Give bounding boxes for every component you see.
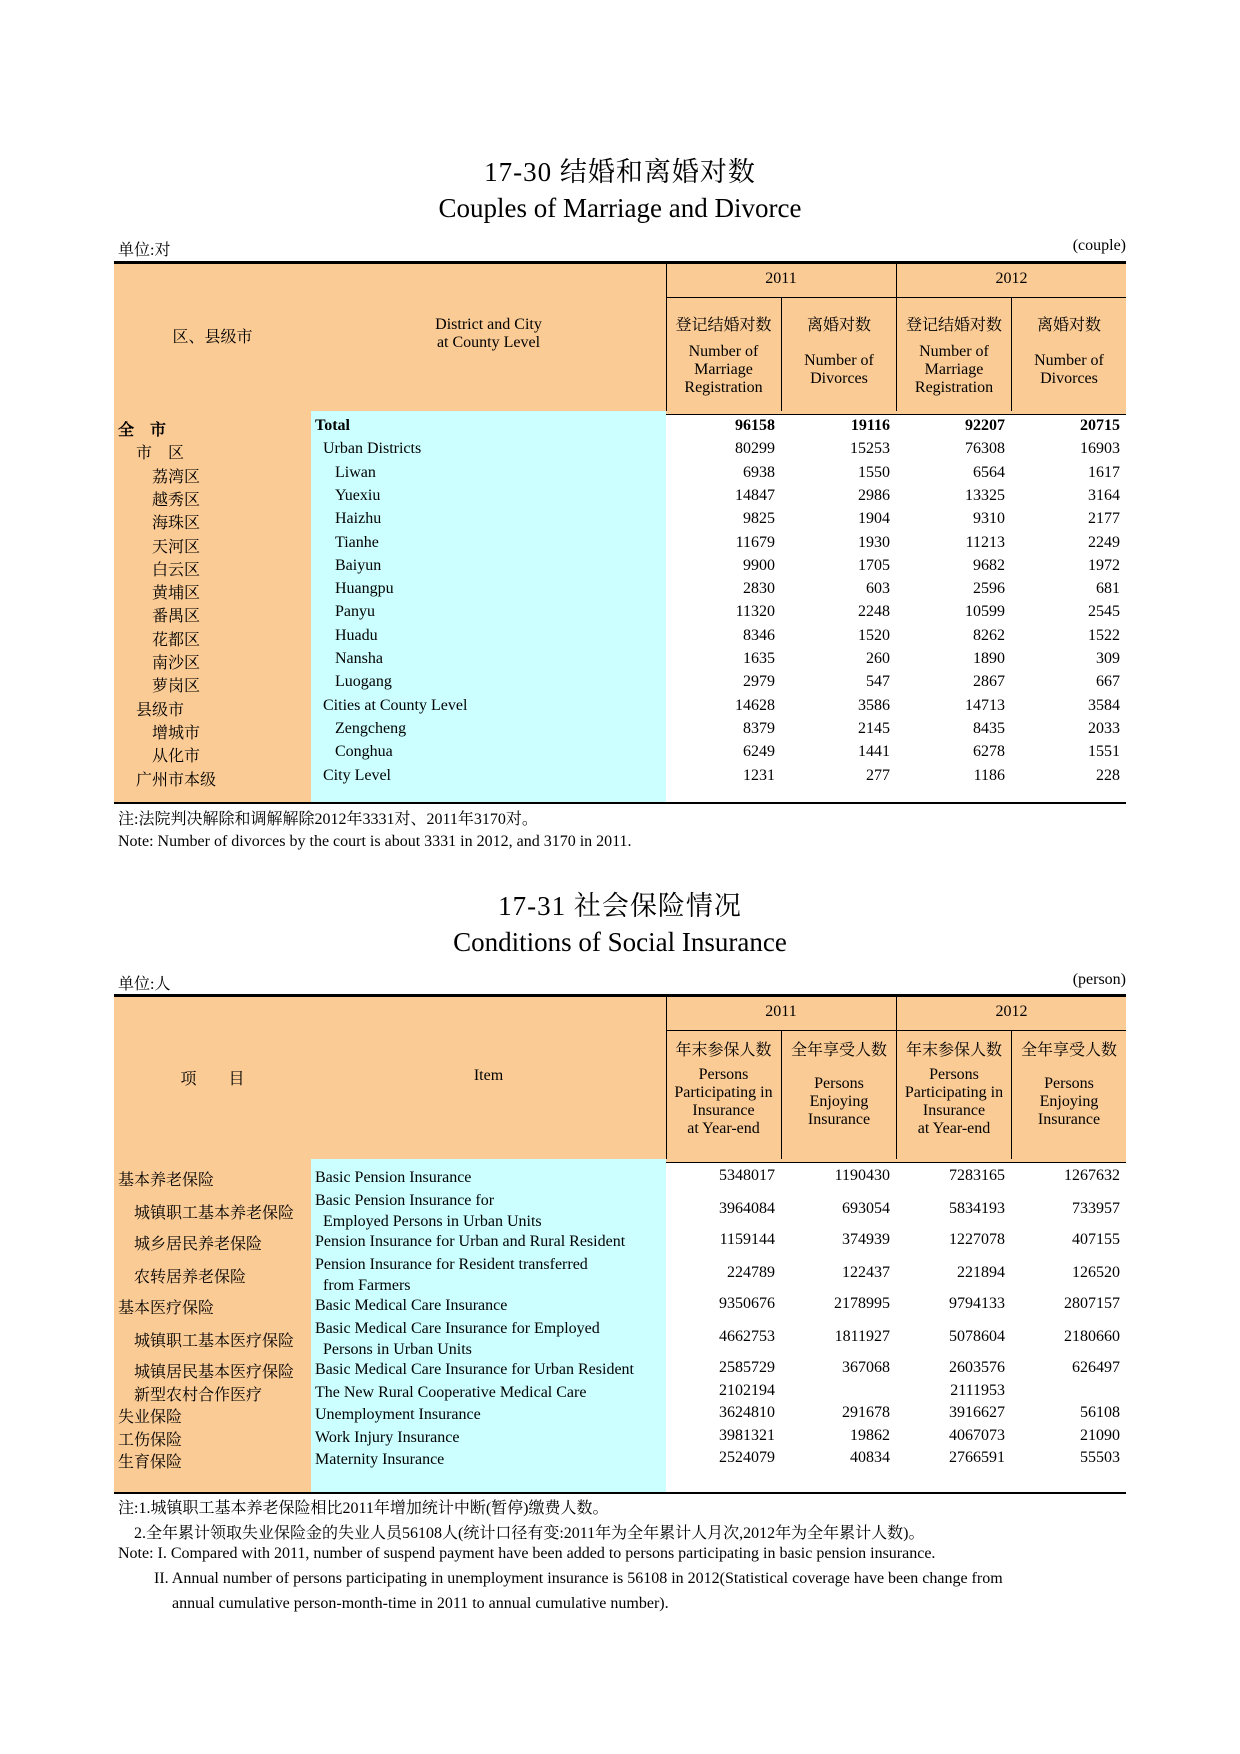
- table-cell-value: 3624810: [719, 1404, 775, 1421]
- table-cell-value: 407155: [1072, 1231, 1120, 1248]
- table1-title-en: Couples of Marriage and Divorce: [438, 193, 802, 223]
- table2-year-2012: 2012: [995, 1003, 1028, 1020]
- table-row: [114, 417, 1126, 439]
- table-row: [114, 440, 1126, 462]
- table-row: [114, 603, 1126, 625]
- row-name-cn: 县级市: [136, 701, 185, 719]
- table-cell-value: 2248: [858, 603, 890, 621]
- table-row: [114, 697, 1126, 719]
- table-cell-value: 733957: [1072, 1199, 1120, 1217]
- table-cell-value: 13325: [965, 486, 1005, 504]
- row-name-cn: 萝岗区: [152, 678, 201, 696]
- table-cell-value: 626497: [1072, 1359, 1120, 1376]
- row-name-cn: 黄埔区: [152, 585, 201, 603]
- table-row: [114, 1404, 1126, 1425]
- row-name-en: Work Injury Insurance: [315, 1428, 460, 1446]
- row-name-en: Zengcheng: [335, 719, 407, 737]
- row-name-en: Baiyun: [335, 556, 382, 574]
- table-cell-value: 2178995: [834, 1295, 890, 1312]
- table-cell-value: 11320: [735, 603, 775, 621]
- row-name-en: Huangpu: [335, 580, 394, 598]
- table-cell-value: 20715: [1080, 417, 1120, 434]
- table-cell-value: 11213: [965, 533, 1005, 551]
- table-cell-value: 1186: [973, 766, 1005, 784]
- table-cell-value: 2830: [743, 580, 775, 598]
- table2-enjoying-2011: 全年享受人数 Persons Enjoying Insurance: [790, 1042, 887, 1128]
- table1-unit-cn: 单位:对: [118, 242, 171, 259]
- table-cell-value: 667: [1096, 673, 1120, 691]
- row-name-cn: 越秀区: [152, 491, 201, 509]
- table-cell-value: 2177: [1088, 510, 1120, 528]
- table-cell-value: 1930: [858, 533, 890, 551]
- table-cell-value: 2524079: [719, 1449, 775, 1466]
- row-name-cn: 番禺区: [152, 608, 201, 626]
- table1-note-en: Note: Number of divorces by the court is about 3331 in 2012, and 3170 in 2011.: [118, 833, 632, 850]
- table2-note-en-1: Note: I. Compared with 2011, number of suspend payment have been added to persons participating in basic pension insurance.: [118, 1545, 936, 1562]
- table-cell-value: 8435: [973, 719, 1005, 737]
- table-cell-value: 2596: [973, 580, 1005, 598]
- table-cell-value: 5348017: [719, 1167, 775, 1184]
- table-cell-value: 80299: [735, 440, 775, 458]
- row-name-cn: 城乡居民养老保险: [134, 1236, 263, 1253]
- row-name-cn: 从化市: [152, 748, 201, 766]
- table-cell-value: 2766591: [949, 1449, 1005, 1466]
- table-cell-value: 21090: [1080, 1426, 1120, 1444]
- table-cell-value: 1890: [973, 650, 1005, 667]
- row-name-cn: 城镇居民基本医疗保险: [134, 1364, 295, 1381]
- table-cell-value: 1441: [858, 743, 890, 761]
- table-cell-value: 4067073: [949, 1426, 1005, 1444]
- table1-marriage-2012: 登记结婚对数 Number of Marriage Registration: [905, 317, 1002, 396]
- table-cell-value: 1227078: [949, 1231, 1005, 1248]
- table2-note-en-3: annual cumulative person-month-time in 2011 to annual cumulative number).: [172, 1595, 669, 1612]
- table1-unit-en: (couple): [1072, 237, 1126, 254]
- row-name-en: Basic Medical Care Insurance for Employed Persons in Urban Units: [315, 1319, 600, 1358]
- table-cell-value: 1904: [858, 510, 890, 528]
- table-cell-value: 9900: [743, 556, 775, 574]
- table2-note-cn-2: 2.全年累计领取失业保险金的失业人员56108人(统计口径有变:2011年为全年累计人月次,2012年为全年累计人数)。: [134, 1525, 925, 1542]
- table-cell-value: 6938: [743, 463, 775, 481]
- table-cell-value: 9825: [743, 510, 775, 528]
- row-name-en: Huadu: [335, 626, 378, 644]
- row-name-en: Basic Medical Care Insurance: [315, 1297, 508, 1314]
- row-name-en: City Level: [323, 766, 391, 784]
- row-name-en: Haizhu: [335, 510, 382, 528]
- table-cell-value: 15253: [850, 440, 890, 458]
- table-cell-value: 693054: [842, 1199, 890, 1217]
- row-name-en: Liwan: [335, 463, 376, 481]
- table-cell-value: 55503: [1080, 1449, 1120, 1466]
- row-name-cn: 白云区: [152, 561, 201, 579]
- table-cell-value: 8379: [743, 719, 775, 737]
- table-cell-value: 1190430: [834, 1167, 890, 1184]
- table-cell-value: 2033: [1088, 719, 1120, 737]
- row-name-cn: 生育保险: [118, 1454, 183, 1471]
- table-row: [114, 1231, 1126, 1252]
- table2-col-item-cn: 项 目: [180, 1071, 245, 1088]
- row-name-cn: 工伤保险: [118, 1431, 183, 1449]
- table-cell-value: 9350676: [719, 1295, 775, 1312]
- table2-participating-2012: 年末参保人数 Persons Participating in Insurance at Year-end: [904, 1042, 1004, 1137]
- table-cell-value: 224789: [727, 1263, 775, 1281]
- table-cell-value: 2545: [1088, 603, 1120, 621]
- table-cell-value: 3584: [1088, 696, 1120, 714]
- table-cell-value: 1811927: [834, 1327, 890, 1345]
- table-cell-value: 1972: [1088, 556, 1120, 574]
- row-name-cn: 广州市本级: [136, 771, 217, 789]
- table2-note-en-2: II. Annual number of persons participating in unemployment insurance is 56108 in 2012(Statistical coverage have been change from: [154, 1570, 1003, 1587]
- row-name-cn: 农转居养老保险: [134, 1268, 247, 1286]
- table2-unit-cn: 单位:人: [118, 976, 171, 993]
- row-name-en: The New Rural Cooperative Medical Care: [315, 1383, 587, 1401]
- table-cell-value: 2102194: [719, 1381, 775, 1399]
- table-cell-value: 3916627: [949, 1404, 1005, 1421]
- table-cell-value: 3586: [858, 696, 890, 714]
- table-cell-value: 1267632: [1064, 1167, 1120, 1184]
- table-cell-value: 126520: [1072, 1263, 1120, 1281]
- table-cell-value: 10599: [965, 603, 1005, 621]
- table-cell-value: 8346: [743, 626, 775, 644]
- table-cell-value: 681: [1096, 580, 1120, 598]
- table2-unit-en: (person): [1072, 971, 1126, 988]
- table-cell-value: 6249: [743, 743, 775, 761]
- row-name-cn: 全 市: [118, 422, 167, 439]
- table2-year-2011: 2011: [765, 1003, 797, 1020]
- table-row: [114, 743, 1126, 765]
- table1-col-district-en: District and City at County Level: [435, 316, 542, 351]
- table-cell-value: 3981321: [719, 1426, 775, 1444]
- table-row: [114, 464, 1126, 486]
- row-name-en: Panyu: [335, 603, 375, 621]
- row-name-en: Total: [315, 417, 350, 434]
- table-cell-value: 374939: [842, 1231, 890, 1248]
- row-name-en: Cities at County Level: [323, 696, 468, 714]
- table-cell-value: 2111953: [950, 1381, 1005, 1399]
- row-name-en: Basic Pension Insurance: [315, 1169, 472, 1186]
- table-cell-value: 16903: [1080, 440, 1120, 458]
- table-row: [114, 1190, 1126, 1230]
- table-cell-value: 547: [866, 673, 890, 691]
- table-cell-value: 96158: [735, 417, 775, 434]
- table-cell-value: 6564: [973, 463, 1005, 481]
- row-name-en: Pension Insurance for Urban and Rural Resident: [315, 1233, 626, 1250]
- table-cell-value: 4662753: [719, 1327, 775, 1345]
- table1-title-cn: 17-30 结婚和离婚对数: [484, 157, 756, 187]
- table-row: [114, 1318, 1126, 1358]
- table-row: [114, 720, 1126, 742]
- table-cell-value: 9682: [973, 556, 1005, 574]
- table-cell-value: 1520: [858, 626, 890, 644]
- table-row: [114, 487, 1126, 509]
- row-name-cn: 荔湾区: [152, 468, 201, 486]
- table-row: [114, 1382, 1126, 1403]
- table-cell-value: 2807157: [1064, 1295, 1120, 1312]
- row-name-cn: 天河区: [152, 538, 201, 556]
- row-name-cn: 基本医疗保险: [118, 1300, 215, 1317]
- table-cell-value: 9310: [973, 510, 1005, 528]
- table-cell-value: 19116: [850, 417, 890, 434]
- table2-enjoying-2012: 全年享受人数 Persons Enjoying Insurance: [1020, 1042, 1117, 1128]
- row-name-en: Pension Insurance for Resident transferred from Farmers: [315, 1255, 588, 1294]
- row-name-cn: 南沙区: [152, 655, 201, 672]
- table-cell-value: 228: [1096, 766, 1120, 784]
- table-row: [114, 650, 1126, 672]
- table1-year-2012: 2012: [995, 270, 1028, 287]
- table-cell-value: 2867: [973, 673, 1005, 691]
- row-name-cn: 增城市: [152, 724, 201, 742]
- table-cell-value: 9794133: [949, 1295, 1005, 1312]
- table-row: [114, 1295, 1126, 1316]
- row-name-en: Conghua: [335, 743, 393, 761]
- table-cell-value: 6278: [973, 743, 1005, 761]
- table-cell-value: 3164: [1088, 486, 1120, 504]
- table-cell-value: 92207: [965, 417, 1005, 434]
- table-cell-value: 5834193: [949, 1199, 1005, 1217]
- row-name-cn: 基本养老保险: [118, 1172, 215, 1189]
- table-cell-value: 14628: [735, 696, 775, 714]
- table-cell-value: 2180660: [1064, 1327, 1120, 1345]
- table-cell-value: 5078604: [949, 1327, 1005, 1345]
- table-cell-value: 1617: [1088, 463, 1120, 481]
- row-name-en: Unemployment Insurance: [315, 1406, 481, 1423]
- table-row: [114, 1449, 1126, 1470]
- table-row: [114, 1167, 1126, 1188]
- table-cell-value: 221894: [957, 1263, 1005, 1281]
- table-row: [114, 1427, 1126, 1448]
- table1-marriage-2011: 登记结婚对数 Number of Marriage Registration: [675, 317, 772, 396]
- table-cell-value: 2603576: [949, 1359, 1005, 1376]
- table-cell-value: 19862: [850, 1426, 890, 1444]
- table1-divorce-2011: 离婚对数 Number of Divorces: [804, 317, 874, 387]
- table-cell-value: 11679: [735, 533, 775, 551]
- row-name-en: Tianhe: [335, 533, 379, 551]
- table-cell-value: 122437: [842, 1263, 890, 1281]
- table2-title-cn: 17-31 社会保险情况: [498, 891, 742, 921]
- row-name-cn: 海珠区: [152, 515, 201, 533]
- row-name-cn: 花都区: [152, 631, 201, 649]
- table-cell-value: 603: [866, 580, 890, 598]
- row-name-en: Urban Districts: [323, 440, 422, 458]
- table-cell-value: 8262: [973, 626, 1005, 644]
- row-name-en: Basic Pension Insurance for Employed Persons in Urban Units: [315, 1191, 542, 1230]
- table-row: [114, 534, 1126, 556]
- table-cell-value: 1550: [858, 463, 890, 481]
- table-cell-value: 291678: [842, 1404, 890, 1421]
- row-name-en: Luogang: [335, 673, 392, 691]
- row-name-en: Basic Medical Care Insurance for Urban Resident: [315, 1361, 634, 1378]
- table2-participating-2011: 年末参保人数 Persons Participating in Insurance at Year-end: [674, 1042, 773, 1137]
- table-cell-value: 277: [866, 766, 890, 784]
- table-cell-value: 76308: [965, 440, 1005, 458]
- table1-year-2011: 2011: [765, 270, 797, 287]
- table2-col-item-en: Item: [473, 1067, 504, 1084]
- row-name-cn: 城镇职工基本养老保险: [134, 1204, 295, 1222]
- table-cell-value: 2986: [858, 486, 890, 504]
- row-name-cn: 新型农村合作医疗: [134, 1386, 263, 1404]
- table-cell-value: 260: [866, 650, 890, 667]
- table-cell-value: 1551: [1088, 743, 1120, 761]
- table-row: [114, 510, 1126, 532]
- table-cell-value: 2249: [1088, 533, 1120, 551]
- row-name-en: Maternity Insurance: [315, 1451, 445, 1468]
- table-cell-value: 40834: [850, 1449, 890, 1466]
- row-name-en: Nansha: [335, 650, 383, 667]
- table2-note-cn-1: 注:1.城镇职工基本养老保险相比2011年增加统计中断(暂停)缴费人数。: [118, 1500, 609, 1517]
- table-row: [114, 673, 1126, 695]
- table-cell-value: 3964084: [719, 1199, 775, 1217]
- table-cell-value: 1705: [858, 556, 890, 574]
- table-row: [114, 1359, 1126, 1380]
- table-cell-value: 56108: [1080, 1404, 1120, 1421]
- table-cell-value: 367068: [842, 1359, 890, 1376]
- table-row: [114, 557, 1126, 579]
- table-row: [114, 767, 1126, 789]
- table2-title-en: Conditions of Social Insurance: [453, 927, 787, 957]
- row-name-cn: 城镇职工基本医疗保险: [134, 1332, 295, 1350]
- table-cell-value: 1522: [1088, 626, 1120, 644]
- table-cell-value: 1231: [743, 766, 775, 784]
- table-cell-value: 7283165: [949, 1167, 1005, 1184]
- table1-divorce-2012: 离婚对数 Number of Divorces: [1034, 317, 1104, 387]
- row-name-cn: 失业保险: [118, 1409, 183, 1426]
- table-cell-value: 1159144: [719, 1231, 775, 1248]
- table-cell-value: 1635: [743, 650, 775, 667]
- table-cell-value: 2585729: [719, 1359, 775, 1376]
- table-cell-value: 309: [1096, 650, 1120, 667]
- table1-note-cn: 注:法院判决解除和调解解除2012年3331对、2011年3170对。: [118, 811, 538, 828]
- table-row: [114, 627, 1126, 649]
- row-name-en: Yuexiu: [335, 486, 381, 504]
- table-row: [114, 1254, 1126, 1294]
- row-name-cn: 市 区: [136, 445, 185, 463]
- table-cell-value: 14713: [965, 696, 1005, 714]
- table-cell-value: 14847: [735, 486, 775, 504]
- table1-col-district-cn: 区、县级市: [172, 329, 253, 346]
- table-cell-value: 2979: [743, 673, 775, 691]
- table-cell-value: 2145: [858, 719, 890, 737]
- table-row: [114, 580, 1126, 602]
